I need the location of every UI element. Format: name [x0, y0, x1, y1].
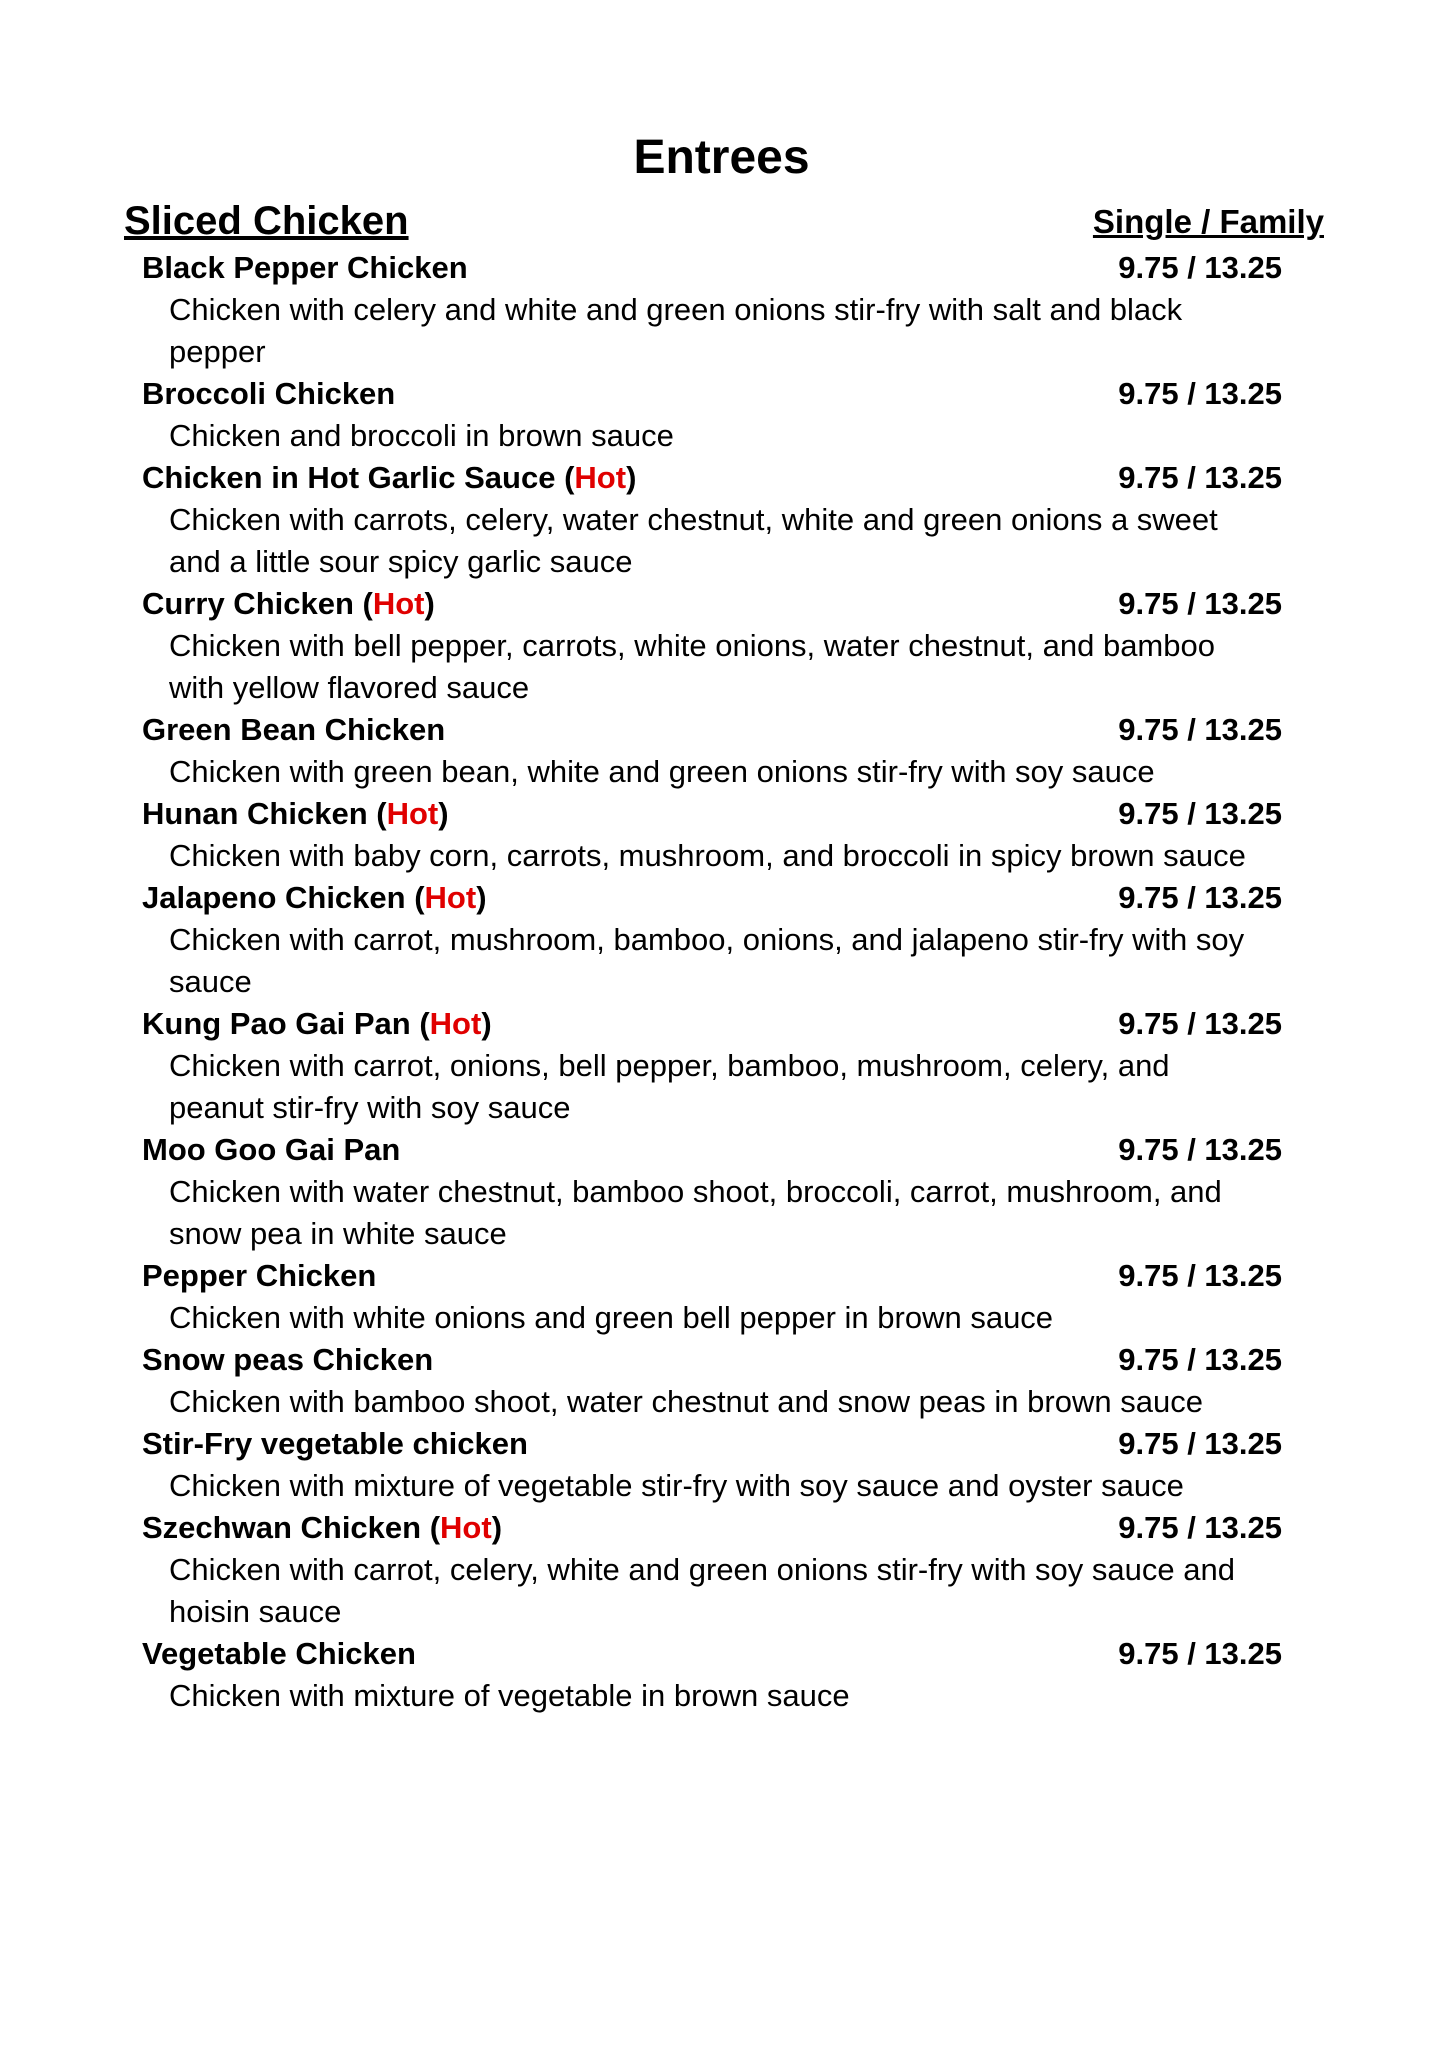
menu-item-name: Kung Pao Gai Pan [142, 1006, 411, 1041]
menu-item-name-group [142, 1339, 433, 1381]
menu-item-price: 9.75 / 13.25 [1118, 586, 1282, 621]
menu-item-name: Szechwan Chicken [142, 1510, 422, 1545]
menu-item-name-group [142, 1129, 400, 1171]
menu-item [142, 1633, 1282, 1717]
menu-item-header [142, 1633, 1282, 1675]
menu-item-header [142, 1507, 1282, 1549]
menu-item-description: Chicken with bamboo shoot, water chestnut and snow peas in brown sauce [169, 1384, 1203, 1419]
menu-item-description: Chicken with green bean, white and green onions stir-fry with soy sauce [169, 754, 1155, 789]
menu-item-header [142, 709, 1282, 751]
menu-item [142, 583, 1282, 709]
menu-item-description: Chicken with celery and white and green onions stir-fry with salt and black pepper [169, 292, 1183, 369]
menu-item-price: 9.75 / 13.25 [1118, 1342, 1282, 1377]
hot-badge: Hot [440, 1510, 492, 1545]
menu-item [142, 1255, 1282, 1339]
menu-item-header [142, 1003, 1282, 1045]
hot-badge: Hot [429, 1006, 482, 1041]
menu-item-description: Chicken with white onions and green bell pepper in brown sauce [169, 1300, 1054, 1335]
menu-item-name: Green Bean Chicken [142, 712, 446, 747]
menu-item-description: Chicken with water chestnut, bamboo shoot, broccoli, carrot, mushroom, and snow pea in white sauce [169, 1174, 1222, 1251]
menu-item-header [142, 457, 1282, 499]
hot-close-paren: ) [491, 1510, 503, 1545]
menu-item-list [142, 247, 1282, 1717]
hot-badge: Hot [424, 880, 477, 915]
hot-open-paren: ( [564, 460, 575, 495]
menu-item-price: 9.75 / 13.25 [1118, 460, 1282, 495]
menu-item-name: Jalapeno Chicken [142, 880, 406, 915]
menu-item-name-group [142, 247, 468, 289]
menu-item-name-group [142, 877, 487, 919]
menu-item-name-group [142, 583, 435, 625]
menu-item-price: 9.75 / 13.25 [1118, 796, 1282, 831]
hot-open-paren: ( [429, 1510, 441, 1545]
menu-item-description: Chicken with carrot, celery, white and green onions stir-fry with soy sauce and hoisin sauce [169, 1552, 1235, 1629]
menu-item-name-group [142, 1423, 528, 1465]
menu-item [142, 793, 1282, 877]
menu-item-name-group [142, 709, 445, 751]
menu-item [142, 877, 1282, 1003]
menu-item-name: Vegetable Chicken [142, 1636, 416, 1671]
menu-item [142, 373, 1282, 457]
menu-item [142, 1339, 1282, 1423]
menu-item-description: Chicken and broccoli in brown sauce [169, 418, 674, 453]
menu-item-name: Hunan Chicken [142, 796, 368, 831]
menu-item-description: Chicken with carrot, mushroom, bamboo, onions, and jalapeno stir-fry with soy sauce [169, 922, 1245, 999]
hot-open-paren: ( [414, 880, 425, 915]
menu-item-price: 9.75 / 13.25 [1118, 1258, 1282, 1293]
menu-item [142, 1129, 1282, 1255]
hot-badge: Hot [386, 796, 439, 831]
menu-item-price: 9.75 / 13.25 [1118, 1006, 1282, 1041]
menu-item-name: Curry Chicken [142, 586, 354, 621]
hot-open-paren: ( [376, 796, 387, 831]
menu-item-description: Chicken with mixture of vegetable in brown sauce [169, 1678, 850, 1713]
hot-close-paren: ) [438, 796, 449, 831]
menu-item-name-group [142, 373, 395, 415]
menu-item-price: 9.75 / 13.25 [1118, 712, 1282, 747]
menu-item-price: 9.75 / 13.25 [1118, 1636, 1282, 1671]
menu-item-header [142, 1255, 1282, 1297]
menu-item-name-group [142, 1633, 416, 1675]
menu-item [142, 709, 1282, 793]
menu-item-name: Pepper Chicken [142, 1258, 377, 1293]
menu-item-price: 9.75 / 13.25 [1118, 1132, 1282, 1167]
menu-item [142, 1423, 1282, 1507]
section-title: Sliced Chicken [124, 199, 409, 243]
menu-item [142, 457, 1282, 583]
hot-close-paren: ) [626, 460, 637, 495]
menu-item-header [142, 1339, 1282, 1381]
menu-item-description: Chicken with baby corn, carrots, mushroom, and broccoli in spicy brown sauce [169, 838, 1246, 873]
menu-item-header [142, 877, 1282, 919]
hot-close-paren: ) [424, 586, 435, 621]
hot-close-paren: ) [481, 1006, 492, 1041]
menu-item-price: 9.75 / 13.25 [1118, 250, 1282, 285]
menu-item-price: 9.75 / 13.25 [1118, 1510, 1282, 1545]
hot-badge: Hot [372, 586, 425, 621]
menu-item-header [142, 373, 1282, 415]
menu-item-price: 9.75 / 13.25 [1118, 376, 1282, 411]
menu-item-name: Broccoli Chicken [142, 376, 396, 411]
menu-item-header [142, 1423, 1282, 1465]
menu-item-header [142, 247, 1282, 289]
menu-item-description: Chicken with mixture of vegetable stir-fry with soy sauce and oyster sauce [169, 1468, 1184, 1503]
menu-item-name: Snow peas Chicken [142, 1342, 434, 1377]
menu-item-name: Chicken in Hot Garlic Sauce [142, 460, 556, 495]
menu-item [142, 1507, 1282, 1633]
menu-item-name-group [142, 1255, 376, 1297]
menu-item-name-group [142, 1003, 492, 1045]
menu-item-name-group [142, 1507, 502, 1549]
menu-item [142, 247, 1282, 373]
menu-item-description: Chicken with carrot, onions, bell pepper, bamboo, mushroom, celery, and peanut stir-fry with soy sauce [169, 1048, 1170, 1125]
menu-item-description: Chicken with bell pepper, carrots, white onions, water chestnut, and bamboo with yellow flavored sauce [169, 628, 1215, 705]
hot-badge: Hot [574, 460, 627, 495]
menu-item-name: Stir-Fry vegetable chicken [142, 1426, 528, 1461]
menu-item-header [142, 793, 1282, 835]
menu-item-name: Moo Goo Gai Pan [142, 1132, 401, 1167]
section-header [124, 196, 1324, 246]
price-column-header: Single / Family [1092, 203, 1324, 240]
menu-item-header [142, 583, 1282, 625]
hot-close-paren: ) [476, 880, 487, 915]
menu-item-name: Black Pepper Chicken [142, 250, 468, 285]
menu-item-header [142, 1129, 1282, 1171]
menu-item-name-group [142, 457, 636, 499]
menu-item-price: 9.75 / 13.25 [1118, 880, 1282, 915]
menu-item [142, 1003, 1282, 1129]
hot-open-paren: ( [419, 1006, 430, 1041]
menu-item-description: Chicken with carrots, celery, water chestnut, white and green onions a sweet and a little sour spicy garlic sauce [169, 502, 1218, 579]
menu-item-price: 9.75 / 13.25 [1118, 1426, 1282, 1461]
menu-item-name-group [142, 793, 449, 835]
page-title: Entrees [633, 131, 810, 184]
hot-open-paren: ( [362, 586, 373, 621]
